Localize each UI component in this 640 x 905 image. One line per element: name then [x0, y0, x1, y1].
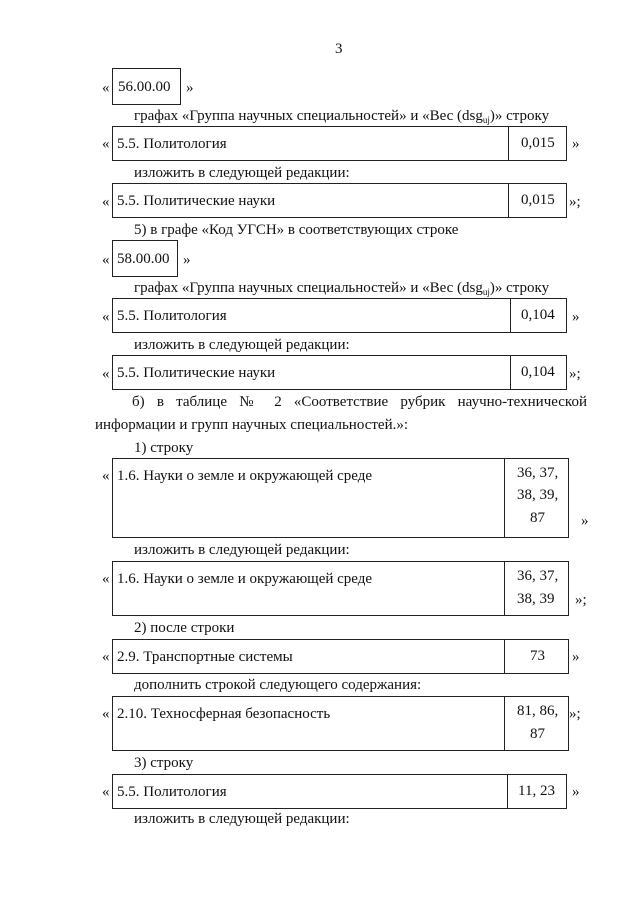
close-quote: » — [572, 309, 580, 325]
value-cell — [504, 561, 569, 616]
paragraph: изложить в следующей редакции: — [134, 811, 350, 827]
paragraph-text: )» строку — [489, 280, 550, 296]
row-value: 73 — [530, 648, 545, 664]
paragraph: изложить в следующей редакции: — [134, 165, 350, 181]
row-value: 0,104 — [521, 364, 555, 380]
table-row — [112, 561, 569, 616]
table-row — [112, 355, 567, 390]
row-name: 2.9. Транспортные системы — [117, 649, 293, 665]
open-quote: « — [102, 706, 110, 722]
row-name: 5.5. Политические науки — [117, 365, 276, 381]
close-quote: » — [183, 252, 191, 268]
paragraph: 2) после строки — [134, 620, 235, 636]
row-value: 0,015 — [521, 192, 555, 208]
close-quote: »; — [569, 194, 581, 210]
open-quote: « — [102, 252, 110, 268]
paragraph-text: )» строку — [489, 108, 550, 124]
value-cell — [504, 696, 569, 751]
row-value: 36, 37, — [517, 465, 559, 481]
close-quote: »; — [575, 592, 587, 608]
row-value: 36, 37, — [517, 568, 559, 584]
code-box — [112, 68, 181, 105]
paragraph: изложить в следующей редакции: — [134, 542, 350, 558]
table-row — [112, 696, 569, 751]
paragraph: информации и групп научных специальностей.»: — [95, 417, 409, 433]
close-quote: » — [186, 80, 194, 96]
close-quote: » — [572, 649, 580, 665]
table-row — [112, 639, 569, 674]
value-cell — [510, 355, 567, 390]
table-row — [112, 298, 567, 333]
open-quote: « — [102, 194, 110, 210]
value-cell — [504, 639, 569, 674]
table-row — [112, 774, 567, 809]
close-quote: »; — [569, 366, 581, 382]
open-quote: « — [102, 784, 110, 800]
value-cell — [507, 774, 567, 809]
row-value: 81, 86, — [517, 703, 559, 719]
open-quote: « — [102, 136, 110, 152]
table-row — [112, 183, 567, 218]
paragraph-text: графах «Группа научных специальностей» и «Вес (dsg — [134, 280, 483, 296]
paragraph: 1) строку — [134, 440, 194, 456]
row-name: 1.6. Науки о земле и окружающей среде — [117, 468, 373, 484]
paragraph-text: графах «Группа научных специальностей» и «Вес (dsg — [134, 108, 483, 124]
row-value: 38, 39, — [517, 487, 559, 503]
paragraph: дополнить строкой следующего содержания: — [134, 677, 422, 693]
paragraph: 5) в графе «Код УГСН» в соответствующих строке — [134, 222, 459, 238]
close-quote: » — [581, 513, 589, 529]
open-quote: « — [102, 366, 110, 382]
row-value: 87 — [530, 510, 545, 526]
table-row — [112, 126, 567, 161]
subscript: uj — [482, 287, 490, 297]
open-quote: « — [102, 571, 110, 587]
subscript: uj — [482, 115, 490, 125]
close-quote: » — [572, 784, 580, 800]
paragraph: б) в таблице № 2 «Соответствие рубрик научно-технической — [132, 394, 587, 410]
row-value: 87 — [530, 726, 545, 742]
open-quote: « — [102, 649, 110, 665]
row-name: 5.5. Политология — [117, 308, 227, 324]
open-quote: « — [102, 309, 110, 325]
value-cell — [504, 458, 569, 538]
code-value: 56.00.00 — [118, 79, 171, 95]
close-quote: »; — [569, 706, 581, 722]
table-row — [112, 458, 569, 538]
paragraph: 3) строку — [134, 755, 194, 771]
code-value: 58.00.00 — [117, 251, 170, 267]
open-quote: « — [102, 80, 110, 96]
row-name: 1.6. Науки о земле и окружающей среде — [117, 571, 373, 587]
row-name: 5.5. Политология — [117, 784, 227, 800]
close-quote: » — [572, 136, 580, 152]
row-value: 38, 39 — [517, 591, 555, 607]
row-name: 5.5. Политология — [117, 136, 227, 152]
row-name: 5.5. Политические науки — [117, 193, 276, 209]
page-number: 3 — [335, 41, 343, 57]
row-name: 2.10. Техносферная безопасность — [117, 706, 331, 722]
row-value: 0,104 — [521, 307, 555, 323]
value-cell — [510, 298, 567, 333]
open-quote: « — [102, 468, 110, 484]
value-cell — [508, 126, 567, 161]
code-box — [112, 240, 178, 277]
row-value: 11, 23 — [518, 783, 555, 799]
row-value: 0,015 — [521, 135, 555, 151]
paragraph: изложить в следующей редакции: — [134, 337, 350, 353]
value-cell — [508, 183, 567, 218]
